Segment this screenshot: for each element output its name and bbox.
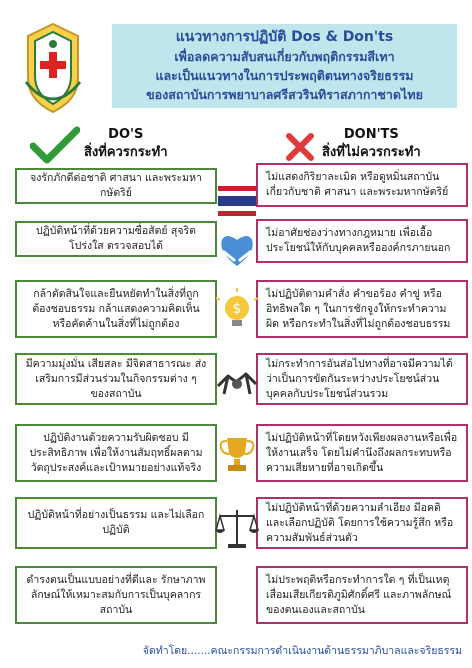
header-title: แนวทางการปฏิบัติ Dos & Don'ts	[175, 29, 394, 45]
scales-icon	[214, 506, 260, 550]
dos-header	[84, 126, 168, 162]
header-line-4: ของสถาบันการพยาบาลศรีสวรินทิราสภากาชาดไทย	[146, 87, 423, 102]
donts-item-7: ไม่ประพฤติหรือกระทำการใด ๆ ที่เป็นเหตุเสื่อมเสียเกียรติภูมิศักดิ์ศรี และภาพลักษณ์ของตนเองและสถาบัน	[256, 566, 468, 624]
donts-item-5: ไม่ปฏิบัติหน้าที่โดยหวังเพียงผลงานหรือเพื่อให้งานเสร็จ โดยไม่คำนึงถึงผลกระทบหรือความเสียหายที่อาจเกิดขึ้น	[256, 424, 468, 482]
handshake-icon	[214, 360, 260, 404]
cross-icon	[285, 132, 315, 162]
check-icon	[30, 126, 80, 164]
donts-item-6: ไม่ปฏิบัติหน้าที่ด้วยความลำเอียง มีอคติ และเลือกปฏิบัติ โดยการใช้ความรู้สึก หรือความสัมพันธ์ส่วนตัว	[256, 497, 468, 549]
dos-item-5: ปฏิบัติงานด้วยความรับผิดชอบ มีประสิทธิภาพ เพื่อให้งานสัมฤทธิ์ผลตามวัตถุประสงค์และเป้าหมายอย่างแท้จริง	[15, 424, 217, 482]
dos-item-6: ปฏิบัติหน้าที่อย่างเป็นธรรม และไม่เลือกปฏิบัติ	[15, 497, 217, 549]
dos-item-7: ดำรงตนเป็นแบบอย่างที่ดีและ รักษาภาพลักษณ์ให้เหมาะสมกับการเป็นบุคลากรสถาบัน	[15, 566, 217, 624]
donts-item-2: ไม่อาศัยช่องว่างทางกฎหมาย เพื่อเอื้อประโยชน์ให้กับบุคคลหรือองค์กรภายนอก	[256, 219, 468, 263]
donts-header	[322, 126, 421, 162]
header-banner	[112, 24, 457, 108]
svg-text:$: $	[232, 301, 242, 317]
header-line-3: และเป็นแนวทางในการประพฤติตนทางจริยธรรม	[155, 68, 414, 83]
dos-item-4: มีความมุ่งมั่น เสียสละ มีจิตสาธารณะ ส่งเสริมการมีส่วนร่วมในกิจกรรมต่าง ๆ ของสถาบัน	[15, 353, 217, 405]
donts-title: DON'TS	[343, 127, 399, 142]
thailand-flag-icon	[214, 178, 260, 222]
lightbulb-money-icon	[214, 288, 260, 332]
donts-subtitle: สิ่งที่ไม่ควรกระทำ	[322, 145, 421, 160]
trophy-icon	[214, 432, 260, 476]
dos-title: DO'S	[108, 127, 144, 142]
header-line-2: เพื่อลดความสับสนเกี่ยวกับพฤติกรรมสีเทา	[174, 49, 395, 64]
heart-hands-icon	[214, 228, 260, 272]
donts-item-3: ไม่ปฏิบัติตามคำสั่ง คำขอร้อง คำขู่ หรืออิทธิพลใด ๆ ในการชักจูงให้กระทำความผิด หรือกระทำในสิ่งที่ไม่ถูกต้องชอบธรรม	[256, 280, 468, 338]
donts-item-1: ไม่แสดงกิริยาละเมิด หรือดูหมิ่นสถาบันเกี่ยวกับชาติ ศาสนา และพระมหากษัตริย์	[256, 163, 468, 207]
dos-item-2: ปฏิบัติหน้าที่ด้วยความซื่อสัตย์ สุจริต โปร่งใส ตรวจสอบได้	[15, 221, 217, 257]
dos-subtitle: สิ่งที่ควรกระทำ	[84, 145, 168, 160]
institution-logo	[20, 20, 86, 116]
footer-credit: จัดทำโดย.......คณะกรรมการดำเนินงานด้านธรรมาภิบาลและจริยธรรม	[142, 645, 462, 657]
donts-item-4: ไม่กระทำการอันส่อไปทางที่อาจมีความได้ว่าเป็นการขัดกันระหว่างประโยชน์ส่วนบุคคลกับประโยชน์ส่วนรวม	[256, 353, 468, 405]
dos-item-3: กล้าตัดสินใจและยืนหยัดทำในสิ่งที่ถูกต้องชอบธรรม กล้าแสดงความคิดเห็นหรือคัดค้านในสิ่งที่ไม่ถูกต้อง	[15, 280, 217, 338]
dos-item-1: จงรักภักดีต่อชาติ ศาสนา และพระมหากษัตริย์	[15, 168, 217, 204]
